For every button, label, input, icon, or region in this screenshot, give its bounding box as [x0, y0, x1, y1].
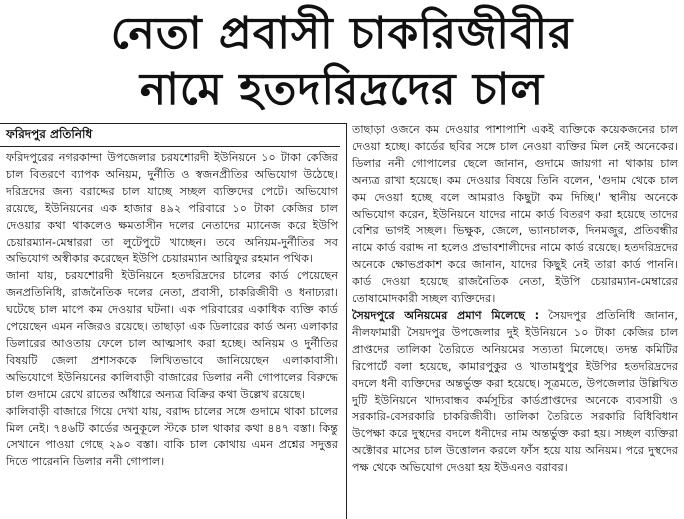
right-paragraph-1: তাছাড়া ওজনে কম দেওয়ার পাশাপাশি একই ব্যক্তিকে কয়েকজনের চাল দেওয়া হচ্ছে। কার্ডের ছবির সঙ্গে চাল নেওয়া ব্যক্তির মিল নেই অনেকের। ডিলার ননী গোপালের ছেলে জানান, গুদামে জায়গা না থাকায় চাল অন্যত্র রাখা হয়েছে। কম দেওয়ার বিষয়ে তিনি বলেন, 'গুদাম থেকে চাল কম দেওয়া হচ্ছে বলে আমরাও কিছুটা কম দিচ্ছি।' স্থানীয় অনেকে অভিযোগ করেন, ইউনিয়নে যাদের নামে কার্ড বিতরণ করা হয়েছে তাদের বেশির ভাগই সচ্ছল। ভিক্ষুক, জেলে, ভ্যানচালক, দিনমজুর, প্রতিবন্ধীর নামে কার্ড বরাদ্দ না হলেও প্রভাবশালীদের নামে কার্ড রয়েছে। হতদরিদ্রদের অনেকে ক্ষোভপ্রকাশ করে জানান, যাদের কিছুই নেই তারা কার্ড পাননি। কার্ড দেওয়া হয়েছে রাজনৈতিক নেতা, ইউপি চেয়ারম্যান-মেম্বারের তোষামোদকারী সচ্ছল ব্যক্তিদের।	[352, 123, 678, 306]
left-paragraph-2: জানা যায়, চরযশোরদী ইউনিয়নে হতদরিদ্রদের চালের কার্ড পেয়েছেন জনপ্রতিনিধি, রাজনৈতিক দলের নেতা, প্রবাসী, চাকরিজীবী ও ধনাঢ্যরা। ঘটেছে চাল মাপে কম দেওয়ার ঘটনা। এক পরিবারের একাধিক ব্যক্তি কার্ড পেয়েছেন এমন নজিরও রয়েছে। তাছাড়া এক ডিলারের কার্ড অন্য এলাকার ডিলারের আওতায় ফেলে চাল আত্মসাৎ করা হচ্ছে। অনিয়ম ও দুর্নীতির বিষয়টি জেলা প্রশাসককে লিখিতভাবে জানিয়েছেন এলাকাবাসী। অভিযোগে ইউনিয়নের কালিবাড়ী বাজারের ডিলার ননী গোপালের বিরুদ্ধে চাল গুদামে রেখে রাতের আঁধারে অন্যত্র বিক্রির কথা উল্লেখ রয়েছে।	[6, 269, 338, 401]
right-column	[352, 122, 678, 519]
headline	[0, 0, 684, 122]
right-paragraph-2-text: সৈয়দপুর প্রতিনিধি জানান, নীলফামারী সৈয়দপুর উপজেলার দুই ইউনিয়নে ১০ টাকা কেজির চাল প্রাপ্তদের তালিকা তৈরিতে অনিয়মের সত্যতা মিলেছে। তদন্ত কমিটির রিপোর্টে বলা হয়েছে, কামারপুকুর ও খাতামধুপুর ইউপির হতদরিদ্রদের বদলে ধনী ব্যক্তিদের অন্তর্ভুক্ত করা হয়েছে। সূত্রমতে, উপজেলার উল্লিখিত দুটি ইউনিয়নে খাদ্যবান্ধব কর্মসূচির কার্ডপ্রাপ্তদের অনেকে ব্যবসায়ী ও সরকারি-বেসরকারি চাকরিজীবী। তালিকা তৈরিতে সরকারি বিধিবিধান উপেক্ষা করে দুস্থদের বদলে ধনীদের নাম অন্তর্ভুক্ত করা হয়। সচ্ছল ব্যক্তিরা অক্টোবর মাসের চাল উত্তোলন করলে ফাঁস হয়ে যায় অনিয়ম। পরে দুস্থদের পক্ষ থেকে অভিযোগ দেওয়া হয় ইউএনও বরাবর।	[352, 308, 678, 475]
left-paragraph-3: কালিবাড়ী বাজারে গিয়ে দেখা যায়, বরাদ্দ চালের সঙ্গে গুদামে থাকা চালের মিল নেই। ৭৪৬টি কার্ডের অনুকূলে স্টকে চাল থাকার কথা ৪৪৭ বস্তা। কিন্তু সেখানে পাওয়া গেছে ২৯০ বস্তা। বাকি চাল কোথায় এমন প্রশ্নের সদুত্তর দিতে পারেননি ডিলার ননী গোপাল।	[6, 404, 338, 469]
byline-underline	[0, 146, 340, 147]
byline: ফরিদপুর প্রতিনিধি	[6, 127, 93, 141]
left-column	[6, 150, 338, 519]
right-paragraph-2	[352, 308, 678, 477]
divider-column	[346, 123, 347, 519]
headline-line-2: নামে হতদরিদ্রদের চাল	[139, 64, 545, 115]
headline-line-1: নেতা প্রবাসী চাকরিজীবীর	[110, 8, 574, 59]
divider-horizontal	[0, 123, 346, 124]
left-paragraph-1: ফরিদপুরের নগরকান্দা উপজেলার চরযশোরদী ইউনিয়নে ১০ টাকা কেজির চাল বিতরণে ব্যাপক অনিয়ম, দুর্নীতি ও স্বজনপ্রীতির অভিযোগ উঠেছে। দরিদ্রদের জন্য বরাদ্দের চাল যাচ্ছে সচ্ছল ব্যক্তিদের পেটে। অভিযোগ রয়েছে, ইউনিয়নের এক হাজার ৪৯২ পরিবারে ১০ টাকা কেজির চাল দেওয়ার কথা থাকলেও ক্ষমতাসীন দলের নেতাদের ম্যানেজ করে ইউপি চেয়ারম্যান-মেম্বাররা তা লুটেপুটে খাচ্ছেন। তবে অনিয়ম-দুর্নীতির সব অভিযোগ অস্বীকার করেছেন ইউপি চেয়ারম্যান আরিফুর রহমান পথিক।	[6, 151, 338, 266]
subheading: সৈয়দপুরে অনিয়মের প্রমাণ মিলেছে :	[352, 308, 540, 322]
